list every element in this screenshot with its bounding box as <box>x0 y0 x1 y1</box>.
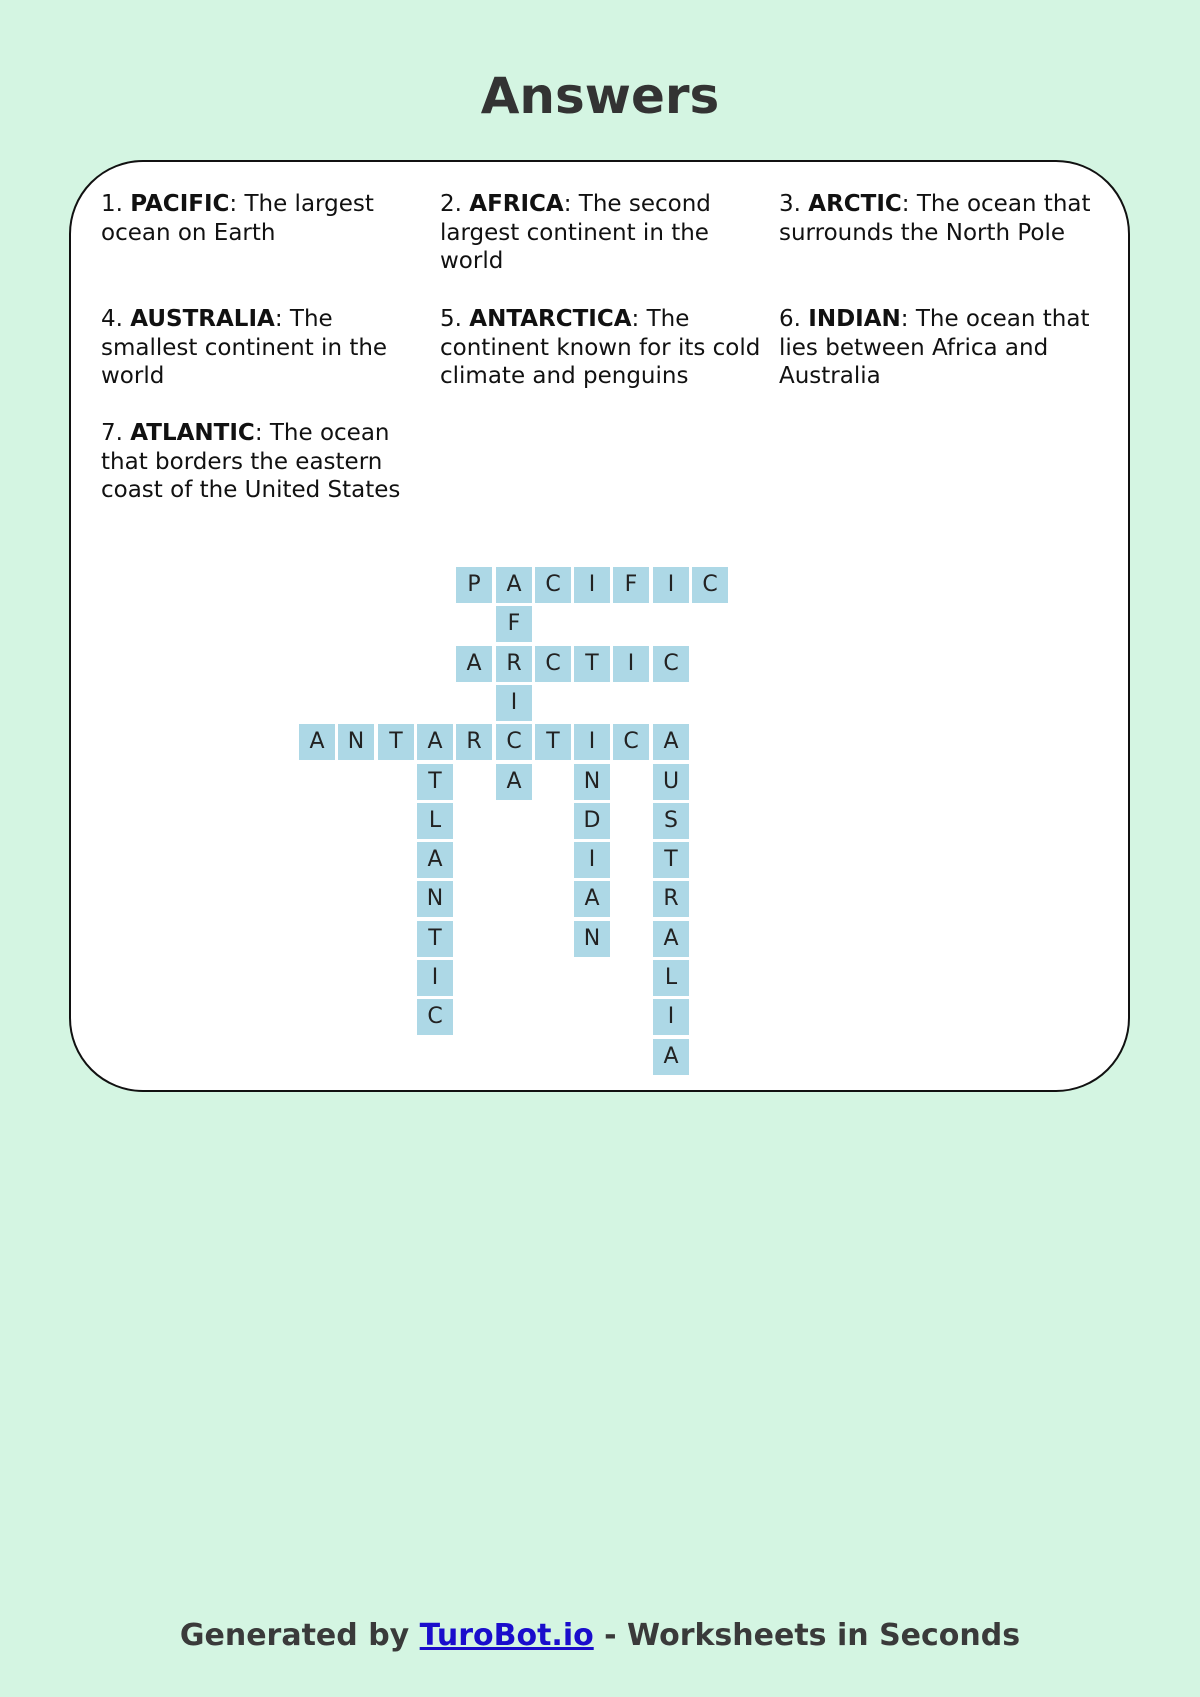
grid-cell: A <box>496 567 532 603</box>
grid-cell: C <box>535 567 571 603</box>
clue-number: 7. <box>101 420 123 446</box>
clue-number: 5. <box>440 306 462 332</box>
grid-cell: C <box>496 724 532 760</box>
grid-cell: R <box>456 724 492 760</box>
clue-text: : The second largest continent in the world <box>440 191 711 274</box>
clue-text: : The ocean that lies between Africa and Australia <box>779 306 1090 389</box>
clue-2 <box>440 190 770 276</box>
grid-cell: L <box>417 803 453 839</box>
clue-5 <box>440 305 770 391</box>
grid-cell: A <box>417 842 453 878</box>
page-title: Answers <box>480 67 720 125</box>
grid-cell: N <box>338 724 374 760</box>
grid-cell: I <box>574 567 610 603</box>
grid-cell: A <box>299 724 335 760</box>
grid-cell: I <box>653 999 689 1035</box>
grid-cell: I <box>653 567 689 603</box>
clue-answer: ANTARCTICA <box>469 306 632 332</box>
clue-6 <box>779 305 1109 391</box>
grid-cell: C <box>417 999 453 1035</box>
grid-cell: I <box>496 685 532 721</box>
grid-cell: T <box>653 842 689 878</box>
grid-cell: T <box>535 724 571 760</box>
grid-cell: I <box>574 842 610 878</box>
clue-number: 4. <box>101 306 123 332</box>
clue-number: 1. <box>101 191 123 217</box>
footer-prefix: Generated by <box>179 1618 420 1653</box>
grid-cell: S <box>653 803 689 839</box>
clue-answer: ATLANTIC <box>130 420 255 446</box>
grid-cell: C <box>613 724 649 760</box>
answer-card <box>69 160 1130 1092</box>
grid-cell: A <box>456 646 492 682</box>
grid-cell: C <box>692 567 728 603</box>
grid-cell: U <box>653 764 689 800</box>
clue-3 <box>779 190 1109 247</box>
grid-cell: A <box>653 921 689 957</box>
clue-text: : The ocean that borders the eastern coast of the United States <box>101 420 401 503</box>
clue-number: 3. <box>779 191 801 217</box>
grid-cell: I <box>613 646 649 682</box>
grid-cell: R <box>653 881 689 917</box>
grid-cell: P <box>456 567 492 603</box>
grid-cell: A <box>574 881 610 917</box>
clue-number: 6. <box>779 306 801 332</box>
grid-cell: I <box>417 960 453 996</box>
grid-cell: N <box>417 881 453 917</box>
grid-cell: L <box>653 960 689 996</box>
grid-cell: T <box>378 724 414 760</box>
grid-cell: T <box>417 921 453 957</box>
grid-cell: I <box>574 724 610 760</box>
grid-cell: F <box>613 567 649 603</box>
grid-cell: F <box>496 606 532 642</box>
clue-number: 2. <box>440 191 462 217</box>
footer <box>0 1618 1200 1654</box>
turobot-link[interactable]: TuroBot.io <box>419 1618 594 1653</box>
grid-cell: C <box>535 646 571 682</box>
grid-cell: N <box>574 921 610 957</box>
grid-cell: C <box>653 646 689 682</box>
clue-text: : The ocean that surrounds the North Pole <box>779 191 1091 246</box>
clue-text: : The continent known for its cold climate and penguins <box>440 306 761 389</box>
clue-answer: AFRICA <box>469 191 564 217</box>
clue-text: : The smallest continent in the world <box>101 306 388 389</box>
clue-1 <box>101 190 431 247</box>
footer-suffix: - Worksheets in Seconds <box>593 1618 1021 1653</box>
grid-cell: A <box>653 1039 689 1075</box>
grid-cell: D <box>574 803 610 839</box>
clue-answer: AUSTRALIA <box>130 306 275 332</box>
clue-answer: ARCTIC <box>808 191 902 217</box>
clue-4 <box>101 305 431 391</box>
grid-cell: A <box>653 724 689 760</box>
clue-7 <box>101 419 431 505</box>
grid-cell: T <box>574 646 610 682</box>
grid-cell: R <box>496 646 532 682</box>
grid-cell: A <box>496 764 532 800</box>
clue-text: : The largest ocean on Earth <box>101 191 374 246</box>
clue-answer: INDIAN <box>808 306 901 332</box>
clue-answer: PACIFIC <box>130 191 230 217</box>
grid-cell: N <box>574 764 610 800</box>
grid-cell: A <box>417 724 453 760</box>
grid-cell: T <box>417 764 453 800</box>
